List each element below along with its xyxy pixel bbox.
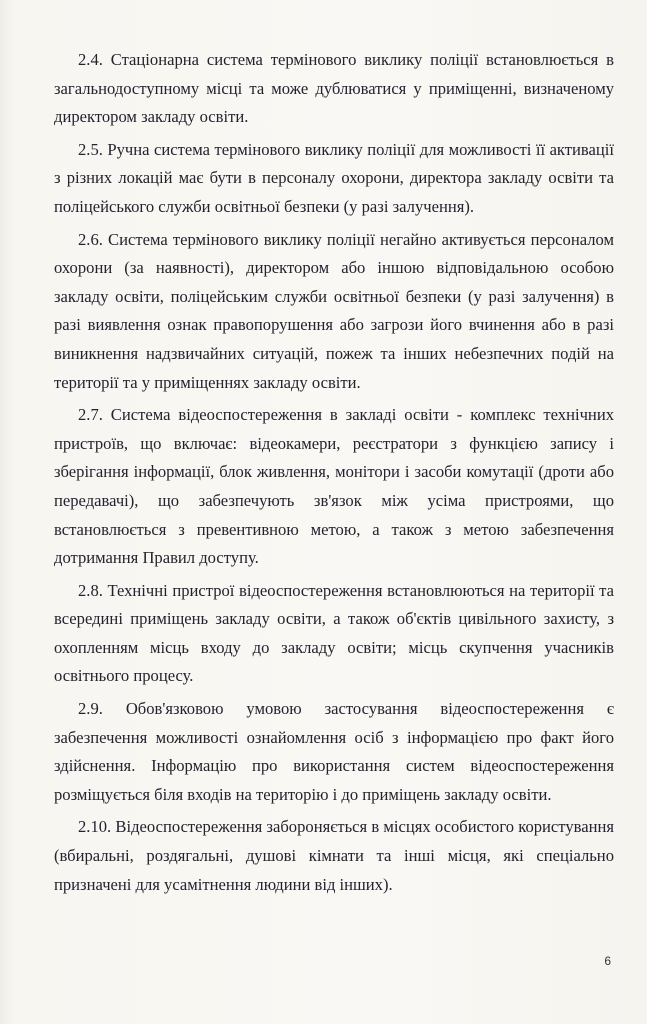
document-body	[54, 46, 614, 903]
paragraph-2-4: 2.4. Стаціонарна система термінового виклику поліції встановлюється в загальнодоступному місці та може дублюватися у приміщенні, визначеному директором закладу освіти.	[54, 50, 614, 127]
paragraph-2-7: 2.7. Система відеоспостереження в закладі освіти - комплекс технічних пристроїв, що включає: відеокамери, реєстратори з функцією запису і зберігання інформації, блок живлення, монітори і засоби комутації (дроти або передавачі), що забезпечують зв'язок між усіма пристроями, що встановлюється з превентивною метою, а також з метою забезпечення дотримання Правил доступу.	[54, 405, 614, 568]
paragraph-2-9: 2.9. Обов'язковою умовою застосування відеоспостереження є забезпечення можливості ознайомлення осіб з інформацією про факт його здійснення. Інформацію про використання систем відеоспостереження розміщується біля входів на територію і до приміщень закладу освіти.	[54, 699, 614, 804]
paragraph-2-5: 2.5. Ручна система термінового виклику поліції для можливості її активації з різних локацій має бути в персоналу охорони, директора закладу освіти та поліцейського служби освітньої безпеки (у разі залучення).	[54, 139, 614, 216]
paragraph-2-10: 2.10. Відеоспостереження забороняється в місцях особистого користування (вбиральні, роздягальні, душові кімнати та інші місця, які спеціально призначені для усамітнення людини від інших).	[54, 817, 614, 894]
page-number: 6	[604, 954, 611, 968]
paragraph-2-6: 2.6. Система термінового виклику поліції негайно активується персоналом охорони (за наявності), директором або іншою відповідальною особою закладу освіти, поліцейським служби освітньої безпеки (у разі залучення) в разі виявлення ознак правопорушення або загрози його вчинення або в разі виникнення надзвичайних ситуацій, пожеж та інших небезпечних подій на території та у приміщеннях закладу освіти.	[54, 229, 614, 392]
paragraph-2-8: 2.8. Технічні пристрої відеоспостереження встановлюються на території та всередині приміщень закладу освіти, а також об'єктів цивільного захисту, з охопленням місць входу до закладу освіти; місць скупчення учасників освітнього процесу.	[54, 580, 614, 686]
